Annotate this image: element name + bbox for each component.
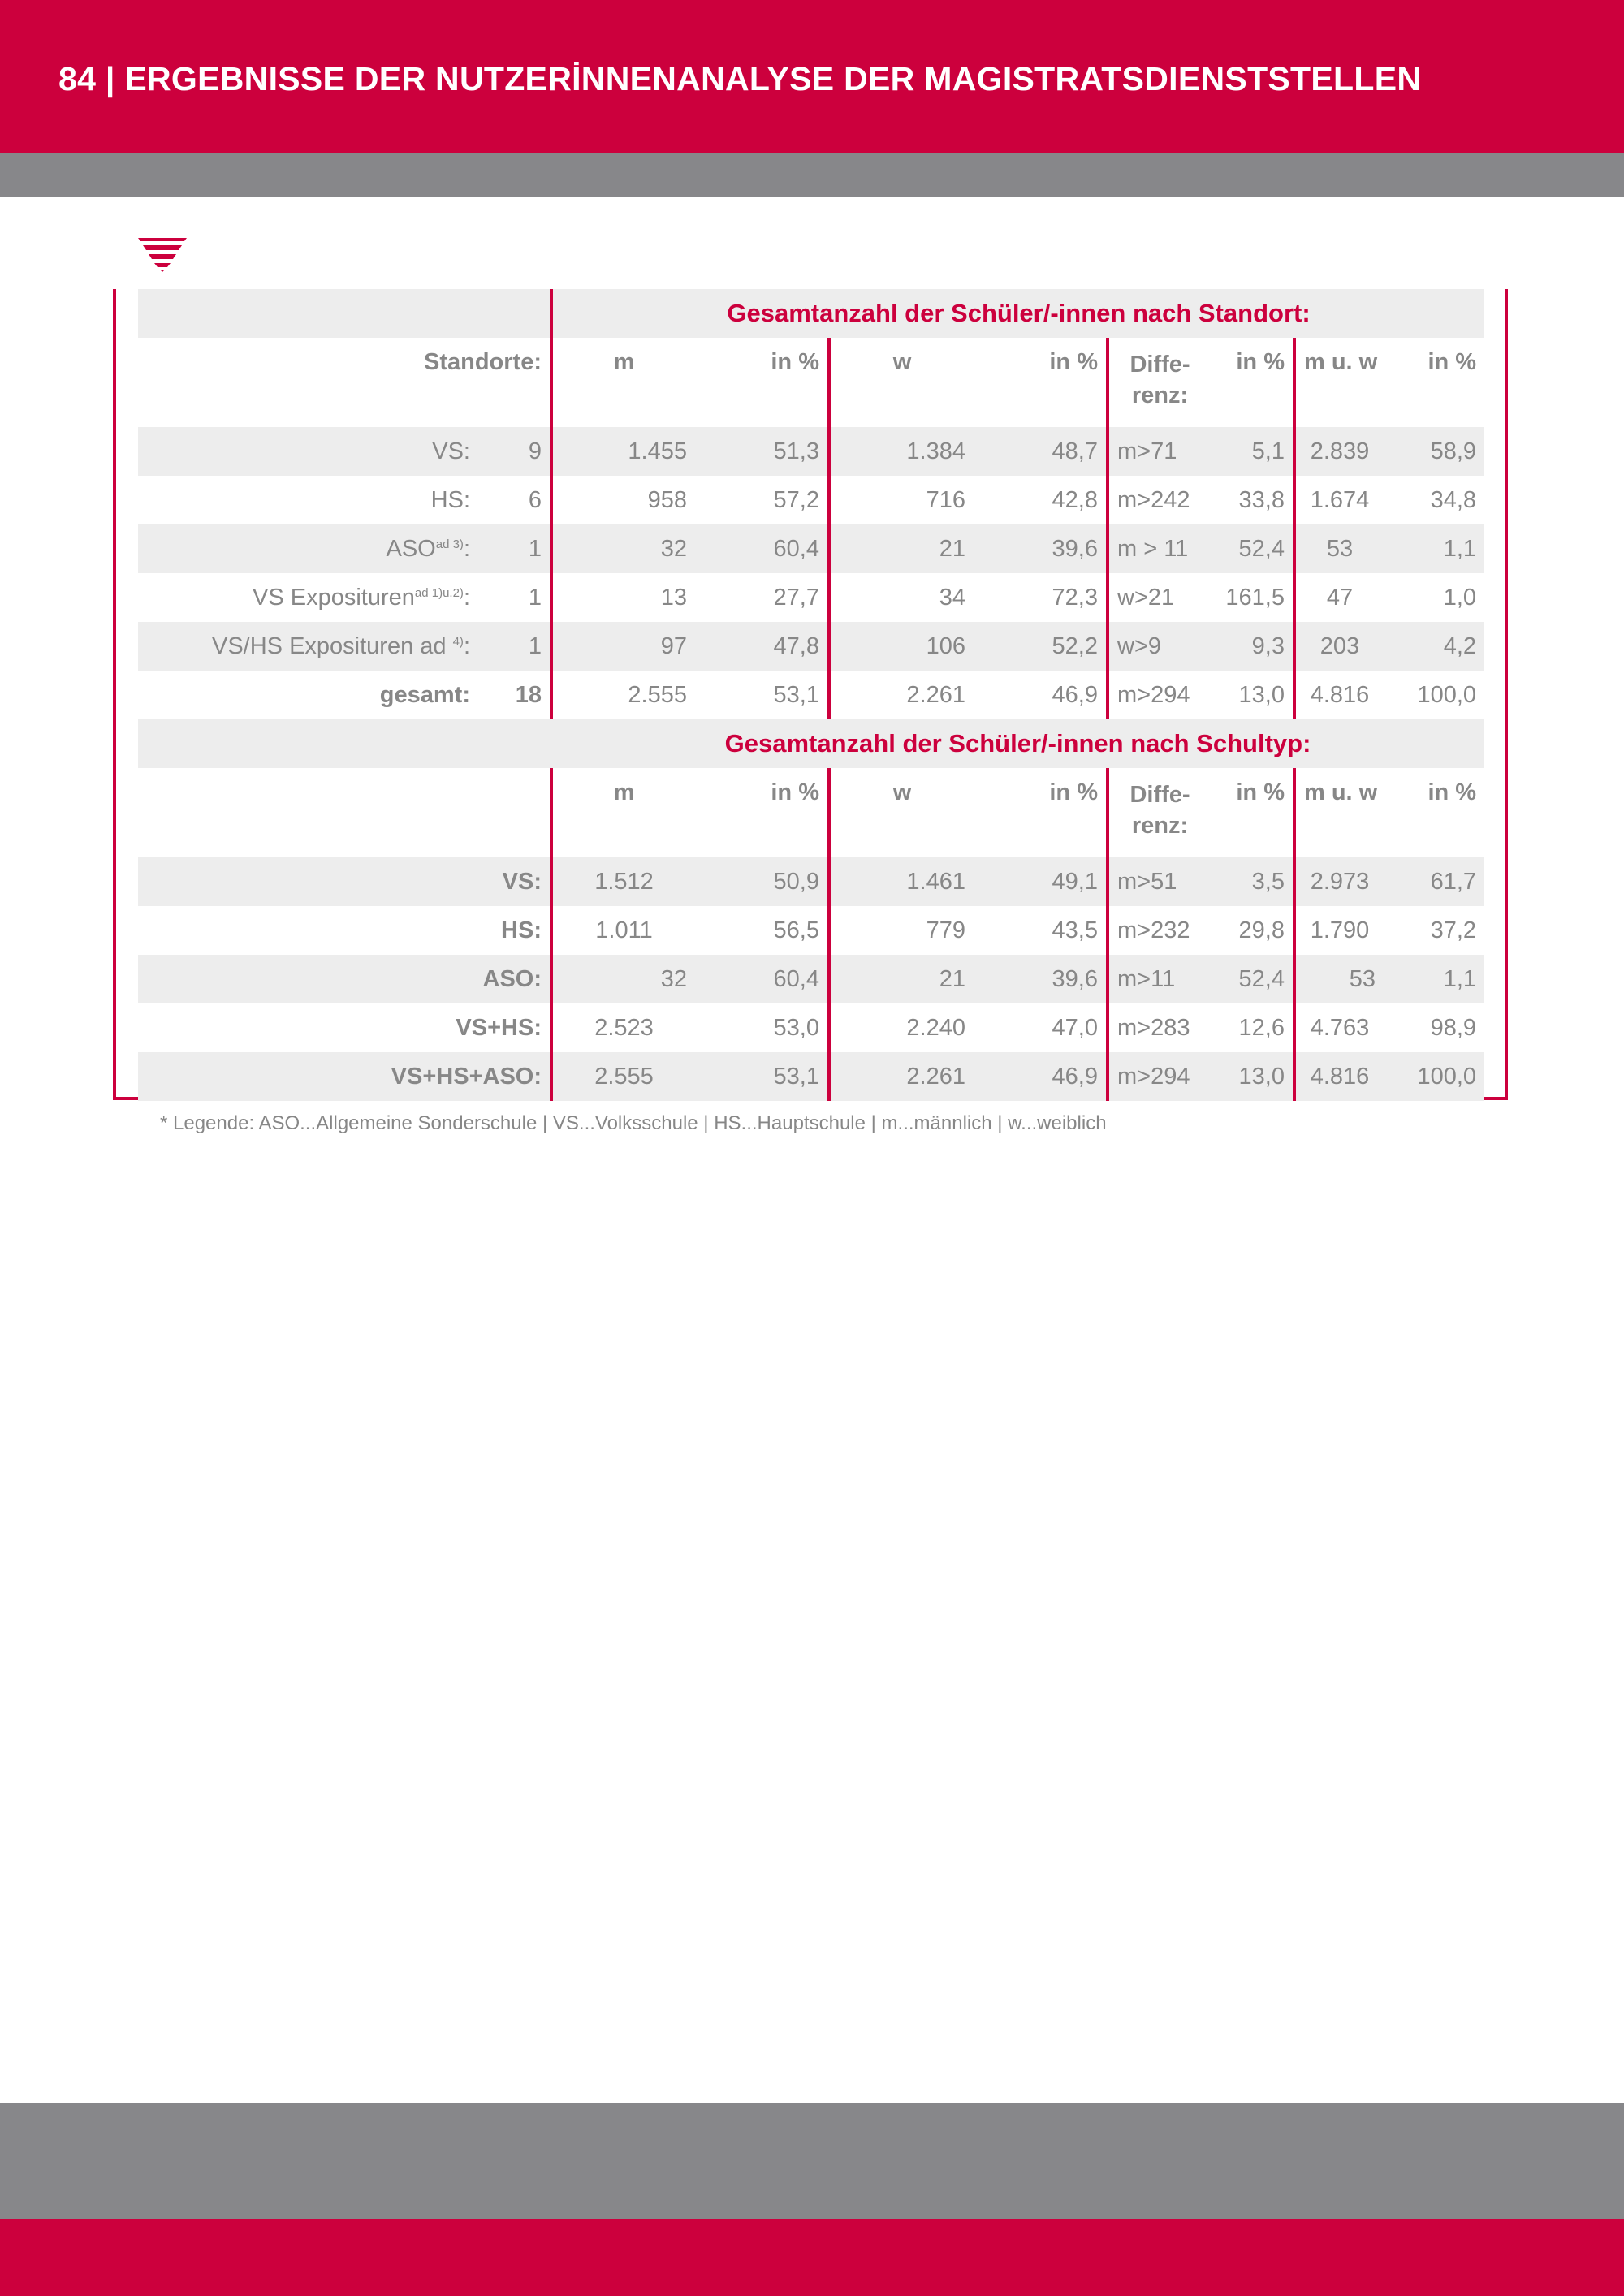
- cell-w-pct: 46,9: [974, 1052, 1108, 1101]
- cell-diff: m>232: [1108, 906, 1211, 955]
- table-row: [138, 906, 1484, 955]
- header-m-pct: in %: [771, 349, 819, 375]
- row-label: VS:: [138, 427, 478, 476]
- cell-m: 2.555: [551, 1052, 695, 1101]
- cell-mw-pct: 1,0: [1443, 584, 1477, 611]
- cell-m: 1.512: [551, 857, 695, 906]
- header-m-u-w: m u. w: [1294, 768, 1384, 857]
- cell-mw: 47: [1294, 573, 1384, 622]
- cell-mw: 203: [1294, 622, 1384, 671]
- cell-w-pct: 49,1: [974, 857, 1108, 906]
- total-row: [138, 1052, 1484, 1101]
- row-label: ASO:: [138, 955, 551, 1003]
- cell-w: 1.384: [829, 427, 974, 476]
- header-mw-pct: in %: [1427, 779, 1477, 805]
- cell-mw: 2.973: [1294, 857, 1384, 906]
- row-label: gesamt:: [379, 681, 470, 708]
- cell-w: 21: [829, 524, 974, 573]
- section2-column-header-row: [138, 768, 1484, 857]
- cell-diff-pct: 29,8: [1238, 917, 1285, 943]
- table-row: [138, 857, 1484, 906]
- cell-diff: m>294: [1108, 671, 1211, 719]
- cell-m: 2.523: [551, 1003, 695, 1052]
- row-label: HS:: [501, 917, 542, 943]
- cell-m-pct: 53,0: [773, 1014, 819, 1041]
- cell-m-pct: 50,9: [695, 857, 829, 906]
- header-m: m: [551, 338, 695, 427]
- cell-diff: m > 11: [1108, 524, 1211, 573]
- header-diff-pct: in %: [1236, 779, 1285, 805]
- cell-w: 2.240: [829, 1003, 974, 1052]
- row-label: HS:: [430, 486, 470, 513]
- cell-mw-pct: 61,7: [1384, 857, 1484, 906]
- cell-w: 779: [829, 906, 974, 955]
- cell-m-pct: 51,3: [695, 427, 829, 476]
- cell-m: 1.455: [551, 427, 695, 476]
- cell-mw: 1.790: [1294, 906, 1384, 955]
- cell-w-pct: 39,6: [974, 955, 1108, 1003]
- cell-diff: m>11: [1108, 955, 1211, 1003]
- header-standorte: Standorte:: [424, 349, 542, 375]
- cell-diff-pct: 13,0: [1238, 681, 1285, 708]
- row-count: 1: [478, 622, 551, 671]
- cell-diff-pct: 161,5: [1225, 584, 1285, 611]
- row-label: VS+HS:: [456, 1014, 542, 1041]
- page-title: 84 | ERGEBNISSE DER NUTZERİNNENANALYSE DER MAGISTRATSDIENSTSTELLEN: [58, 60, 1422, 97]
- cell-w-pct: 42,8: [1052, 486, 1098, 513]
- header-m: m: [551, 768, 695, 857]
- section1-title-row: [138, 289, 1484, 338]
- cell-m: 958: [551, 476, 695, 524]
- cell-mw-pct: 58,9: [1384, 427, 1484, 476]
- row-count: 18: [515, 681, 542, 708]
- total-row: [138, 671, 1484, 719]
- cell-mw: 53: [1294, 955, 1384, 1003]
- row-label: VS/HS Exposituren ad $^{4)}$:: [138, 622, 478, 671]
- header-grey-band: [0, 153, 1624, 197]
- cell-m: 32: [551, 955, 695, 1003]
- header-w: w: [829, 768, 974, 857]
- cell-diff: m>51: [1108, 857, 1211, 906]
- cell-diff: m>283: [1108, 1003, 1211, 1052]
- row-label: VS:: [138, 857, 551, 906]
- section1-title: Gesamtanzahl der Schüler/-innen nach Standort:: [551, 289, 1484, 338]
- cell-w-pct: 72,3: [1052, 584, 1098, 611]
- cell-mw-pct: 37,2: [1430, 917, 1477, 943]
- cell-mw-pct: 100,0: [1417, 681, 1477, 708]
- cell-w-pct: 52,2: [974, 622, 1108, 671]
- header-w-pct: in %: [1049, 779, 1098, 805]
- section2-title: Gesamtanzahl der Schüler/-innen nach Schultyp:: [551, 719, 1484, 768]
- footer-red-band: [0, 2219, 1624, 2296]
- cell-diff: m>242: [1108, 476, 1211, 524]
- cell-mw-pct: 100,0: [1384, 1052, 1484, 1101]
- cell-m-pct: 57,2: [773, 486, 819, 513]
- header-diff-pct: in %: [1236, 349, 1285, 375]
- section2-title-row: [138, 719, 1484, 768]
- cell-diff-pct: 3,5: [1211, 857, 1294, 906]
- cell-diff-pct: 33,8: [1238, 486, 1285, 513]
- row-label: VS+HS+ASO:: [138, 1052, 551, 1101]
- cell-w: 716: [829, 476, 974, 524]
- cell-mw: 2.839: [1294, 427, 1384, 476]
- cell-m-pct: 60,4: [695, 955, 829, 1003]
- cell-m-pct: 27,7: [773, 584, 819, 611]
- header-w-pct: in %: [1049, 349, 1098, 375]
- row-label: VS Exposituren$^{ad 1)u.2)}$:: [253, 584, 470, 611]
- cell-mw: 4.816: [1294, 1052, 1384, 1101]
- cell-mw: 4.763: [1294, 1003, 1384, 1052]
- table-row: [138, 622, 1484, 671]
- cell-mw-pct: 1,1: [1384, 524, 1484, 573]
- cell-mw-pct: 4,2: [1384, 622, 1484, 671]
- footer-grey-band: [0, 2103, 1624, 2219]
- row-count: 1: [528, 584, 542, 611]
- cell-m-pct: 53,1: [695, 1052, 829, 1101]
- row-count: 6: [528, 486, 542, 513]
- cell-w: 21: [829, 955, 974, 1003]
- cell-w: 106: [829, 622, 974, 671]
- cell-diff-pct: 52,4: [1211, 955, 1294, 1003]
- table-row: [138, 524, 1484, 573]
- row-label: $ASO^{ad 3)}$:: [138, 524, 478, 573]
- header-differenz: Diffe- renz:: [1129, 782, 1190, 839]
- cell-w: 2.261: [829, 671, 974, 719]
- cell-w: 34: [829, 573, 974, 622]
- cell-w: 2.261: [829, 1052, 974, 1101]
- cell-mw-pct: 1,1: [1384, 955, 1484, 1003]
- cell-w-pct: 46,9: [1052, 681, 1098, 708]
- header-m-pct: in %: [771, 779, 819, 805]
- cell-mw-pct: 98,9: [1430, 1014, 1477, 1041]
- table-row: [138, 476, 1484, 524]
- student-statistics-table: [138, 289, 1484, 1101]
- header-differenz: Diffe- renz:: [1129, 352, 1190, 408]
- cell-m: 97: [551, 622, 695, 671]
- cell-m-pct: 60,4: [695, 524, 829, 573]
- row-count: 9: [478, 427, 551, 476]
- table-row: [138, 573, 1484, 622]
- cell-diff-pct: 12,6: [1238, 1014, 1285, 1041]
- section1-column-header-row: [138, 338, 1484, 427]
- cell-mw-pct: 34,8: [1430, 486, 1477, 513]
- cell-diff-pct: 52,4: [1211, 524, 1294, 573]
- cell-diff-pct: 5,1: [1211, 427, 1294, 476]
- cell-m-pct: 56,5: [773, 917, 819, 943]
- cell-m-pct: 47,8: [695, 622, 829, 671]
- table-row: [138, 955, 1484, 1003]
- cell-w-pct: 47,0: [1052, 1014, 1098, 1041]
- cell-w-pct: 43,5: [1052, 917, 1098, 943]
- row-count: 1: [478, 524, 551, 573]
- cell-mw: 53: [1294, 524, 1384, 573]
- cell-w: 1.461: [829, 857, 974, 906]
- table-row: [138, 427, 1484, 476]
- header-mw-pct: in %: [1427, 349, 1477, 375]
- header-w: w: [829, 338, 974, 427]
- cell-m: 32: [551, 524, 695, 573]
- cell-m: 1.011: [551, 906, 695, 955]
- cell-m: 13: [551, 573, 695, 622]
- cell-m-pct: 53,1: [773, 681, 819, 708]
- cell-diff: m>294: [1108, 1052, 1211, 1101]
- cell-diff-pct: 9,3: [1211, 622, 1294, 671]
- cell-diff-pct: 13,0: [1211, 1052, 1294, 1101]
- cell-w-pct: 39,6: [974, 524, 1108, 573]
- table-row: [138, 1003, 1484, 1052]
- table-legend: * Legende: ASO...Allgemeine Sonderschule | VS...Volksschule | HS...Hauptschule | m...männlich | w...weiblich: [160, 1112, 1107, 1134]
- cell-m: 2.555: [551, 671, 695, 719]
- cell-w-pct: 48,7: [974, 427, 1108, 476]
- stacked-triangle-logo-icon: [138, 238, 187, 272]
- cell-diff: w>9: [1108, 622, 1211, 671]
- cell-diff: m>71: [1108, 427, 1211, 476]
- cell-mw: 4.816: [1294, 671, 1384, 719]
- header-m-u-w: m u. w: [1294, 338, 1384, 427]
- cell-diff: w>21: [1108, 573, 1211, 622]
- cell-mw: 1.674: [1294, 476, 1384, 524]
